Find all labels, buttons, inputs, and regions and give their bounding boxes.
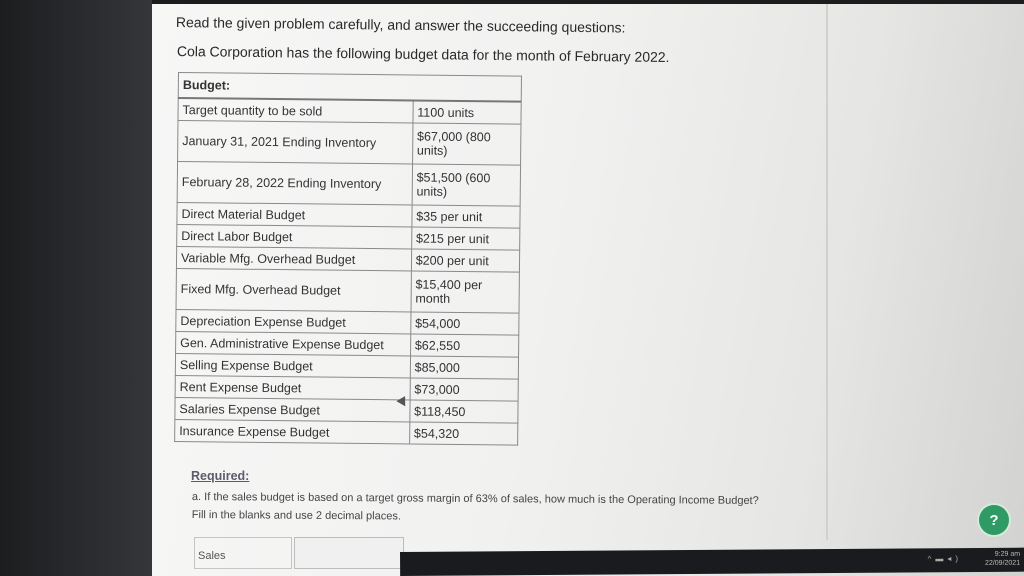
- row-label: Rent Expense Budget: [175, 375, 410, 399]
- clock-time: 9:29 am: [994, 550, 1021, 558]
- row-value: 1100 units: [413, 100, 521, 124]
- row-value: $15,400 per month: [411, 271, 520, 313]
- network-icon[interactable]: ▬: [935, 554, 948, 564]
- chevron-up-icon[interactable]: ^: [927, 554, 936, 564]
- instructions-heading: Read the given problem carefully, and answer the succeeding questions:: [175, 14, 626, 36]
- table-row: [178, 121, 521, 166]
- clock[interactable]: [985, 550, 1020, 568]
- row-value: $67,000 (800 units): [412, 123, 521, 165]
- row-label: Fixed Mfg. Overhead Budget: [176, 268, 411, 311]
- clock-date: 22/09/2021: [985, 559, 1021, 567]
- budget-table: [174, 72, 522, 446]
- left-bezel: [0, 0, 152, 576]
- table-row: [175, 419, 518, 445]
- row-value: $85,000: [410, 356, 518, 379]
- row-value: $73,000: [410, 378, 518, 401]
- sales-input[interactable]: [294, 537, 404, 569]
- row-value: $54,320: [409, 422, 517, 445]
- row-value: $62,550: [410, 334, 518, 357]
- row-label: Direct Labor Budget: [177, 224, 412, 248]
- row-label: Depreciation Expense Budget: [176, 309, 411, 333]
- help-icon: ?: [989, 511, 999, 529]
- content-divider: [826, 4, 828, 540]
- row-label: Salaries Expense Budget: [175, 397, 410, 421]
- table-row: [176, 268, 519, 313]
- row-label: January 31, 2021 Ending Inventory: [178, 121, 413, 164]
- row-label: Gen. Administrative Expense Budget: [176, 331, 411, 355]
- row-value: $118,450: [410, 400, 518, 423]
- taskbar: [400, 548, 1024, 576]
- row-value: $215 per unit: [411, 227, 519, 250]
- row-label: Direct Material Budget: [177, 202, 412, 226]
- row-label: Target quantity to be sold: [178, 98, 413, 123]
- table-header-row: [178, 73, 521, 102]
- volume-icon[interactable]: ◂): [947, 554, 963, 564]
- row-value: $51,500 (600 units): [412, 164, 521, 206]
- sales-label: Sales: [194, 537, 292, 569]
- row-value: $54,000: [411, 312, 519, 335]
- row-label: February 28, 2022 Ending Inventory: [177, 162, 412, 205]
- row-value: $200 per unit: [411, 249, 519, 272]
- help-button[interactable]: [979, 505, 1009, 535]
- problem-intro: Cola Corporation has the following budget data for the month of February 2022.: [176, 43, 670, 66]
- row-value: $35 per unit: [412, 205, 520, 228]
- table-header: Budget:: [178, 73, 521, 102]
- table-row: [177, 162, 520, 207]
- row-label: Variable Mfg. Overhead Budget: [176, 246, 411, 270]
- question-text: a. If the sales budget is based on a target gross margin of 63% of sales, how much is the Operating Income Budget? Fill in the blanks and use 2 decimal places.: [191, 490, 759, 523]
- row-label: Insurance Expense Budget: [175, 419, 410, 443]
- row-label: Selling Expense Budget: [175, 353, 410, 377]
- tray-icons: [928, 554, 963, 563]
- required-label: Required:: [191, 469, 250, 483]
